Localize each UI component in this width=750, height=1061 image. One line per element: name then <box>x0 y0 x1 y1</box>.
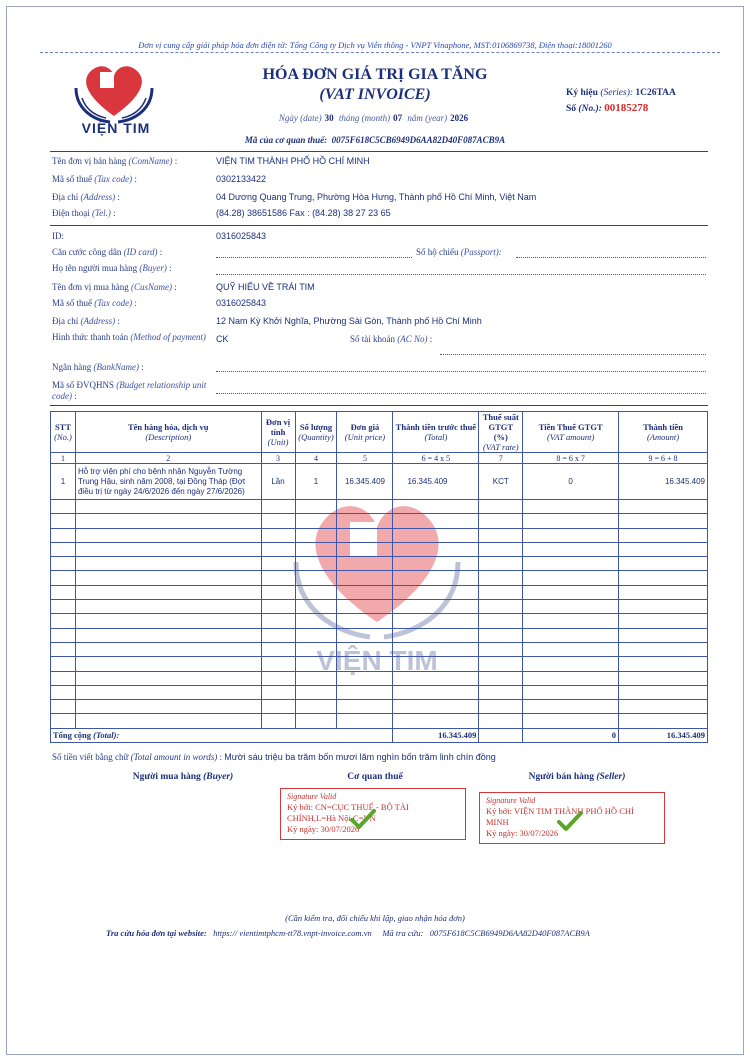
table-row <box>51 585 708 599</box>
empty-cell <box>75 628 261 642</box>
item-vat-amount: 0 <box>523 464 619 500</box>
empty-cell <box>523 500 619 514</box>
provider-note: Đơn vị cung cấp giải pháp hóa đơn điện tử: Tổng Công ty Dịch vụ Viễn thông - VNPT Vinaphone, MST:0106869738, Điện thoại:18001260 <box>138 40 612 50</box>
empty-cell <box>337 585 393 599</box>
buyer-id-label: ID: <box>52 231 64 241</box>
budget-field <box>216 393 706 394</box>
table-row <box>51 600 708 614</box>
buyer-id: 0316025843 <box>216 231 267 241</box>
buyer-address-label: Địa chỉ (Address) : <box>52 316 120 326</box>
empty-cell <box>51 557 76 571</box>
empty-cell <box>51 514 76 528</box>
empty-cell <box>261 600 295 614</box>
empty-cell <box>295 585 337 599</box>
empty-cell <box>51 714 76 728</box>
column-header: Thành tiền (Amount) <box>619 412 708 453</box>
empty-cell <box>479 542 523 556</box>
invoice-subtitle: (VAT INVOICE) <box>319 86 431 103</box>
index-cell: 9 = 6 + 8 <box>619 453 708 464</box>
empty-cell <box>295 642 337 656</box>
index-cell: 4 <box>295 453 337 464</box>
empty-cell <box>337 514 393 528</box>
empty-cell <box>51 528 76 542</box>
total-amount: 16.345.409 <box>619 728 708 742</box>
blank-rows <box>51 500 708 729</box>
item-amount: 16.345.409 <box>619 464 708 500</box>
empty-cell <box>479 685 523 699</box>
divider <box>50 151 708 152</box>
index-cell: 2 <box>75 453 261 464</box>
empty-cell <box>295 671 337 685</box>
empty-cell <box>619 600 708 614</box>
empty-cell <box>75 700 261 714</box>
divider <box>50 225 708 226</box>
table-row <box>51 628 708 642</box>
empty-cell <box>393 571 479 585</box>
account-label: Số tài khoản (AC No) : <box>350 334 433 344</box>
empty-cell <box>523 557 619 571</box>
table-row <box>51 714 708 728</box>
checkmark-icon <box>557 810 583 832</box>
empty-cell <box>523 657 619 671</box>
empty-cell <box>523 642 619 656</box>
empty-cell <box>51 700 76 714</box>
signature-date: Ký ngày: 30/07/2026 <box>486 828 559 838</box>
empty-cell <box>479 571 523 585</box>
logo-text: VIỆN TIM <box>81 120 151 136</box>
empty-cell <box>523 585 619 599</box>
total-before-tax: 16.345.409 <box>393 728 479 742</box>
empty-cell <box>75 585 261 599</box>
empty-cell <box>75 557 261 571</box>
invoice-series: Ký hiệu (Series): 1C26TAA <box>566 88 676 98</box>
empty-cell <box>479 585 523 599</box>
item-unit-price: 16.345.409 <box>337 464 393 500</box>
signature-status: Signature Valid <box>486 796 536 805</box>
payment-label: Hình thức thanh toán (Method of payment) <box>52 332 206 342</box>
empty-cell <box>51 600 76 614</box>
seller-phone-label: Điện thoại (Tel.) : <box>52 208 116 218</box>
empty-cell <box>393 642 479 656</box>
table-row <box>51 528 708 542</box>
empty-cell <box>393 500 479 514</box>
empty-cell <box>393 700 479 714</box>
empty-cell <box>261 514 295 528</box>
amount-in-words: Số tiền viết bằng chữ (Total amount in words) : Mười sáu triệu ba trăm bốn mươi lăm nghìn bốn trăm linh chín đồng <box>52 752 496 762</box>
empty-cell <box>619 685 708 699</box>
passport-label: Số hộ chiếu (Passport): <box>416 247 502 257</box>
empty-cell <box>295 557 337 571</box>
empty-cell <box>261 585 295 599</box>
empty-cell <box>261 700 295 714</box>
empty-cell <box>479 700 523 714</box>
empty-cell <box>337 614 393 628</box>
empty-cell <box>523 671 619 685</box>
empty-cell <box>337 528 393 542</box>
empty-cell <box>619 500 708 514</box>
empty-cell <box>479 514 523 528</box>
empty-cell <box>51 671 76 685</box>
empty-cell <box>75 714 261 728</box>
empty-cell <box>523 514 619 528</box>
empty-cell <box>619 557 708 571</box>
item-total: 16.345.409 <box>393 464 479 500</box>
empty-cell <box>393 514 479 528</box>
tax-signature-label: Cơ quan thuế <box>347 772 403 782</box>
empty-cell <box>479 614 523 628</box>
bank-field <box>216 371 706 372</box>
cusname-label: Tên đơn vị mua hàng (CusName) : <box>52 282 177 292</box>
empty-cell <box>75 542 261 556</box>
watermark-text: VIỆN TIM <box>316 645 438 676</box>
empty-cell <box>479 714 523 728</box>
empty-cell <box>619 614 708 628</box>
table-row <box>51 671 708 685</box>
empty-cell <box>337 571 393 585</box>
index-cell: 6 = 4 x 5 <box>393 453 479 464</box>
empty-cell <box>295 700 337 714</box>
empty-cell <box>337 557 393 571</box>
empty-cell <box>393 600 479 614</box>
empty-cell <box>393 557 479 571</box>
lookup-url[interactable]: https:// vientimtphcm-tt78.vnpt-invoice.com.vn <box>213 928 372 938</box>
empty-cell <box>393 614 479 628</box>
total-vat-rate-cell <box>479 728 523 742</box>
empty-cell <box>337 500 393 514</box>
index-cell: 5 <box>337 453 393 464</box>
empty-cell <box>619 571 708 585</box>
seller-phone: (84.28) 38651586 Fax : (84.28) 38 27 23 65 <box>216 208 391 218</box>
empty-cell <box>619 585 708 599</box>
empty-cell <box>51 542 76 556</box>
table-row <box>51 700 708 714</box>
empty-cell <box>337 714 393 728</box>
empty-cell <box>619 542 708 556</box>
empty-cell <box>261 557 295 571</box>
empty-cell <box>51 500 76 514</box>
signature-status: Signature Valid <box>287 792 337 801</box>
empty-cell <box>295 614 337 628</box>
empty-cell <box>523 628 619 642</box>
empty-cell <box>75 528 261 542</box>
empty-cell <box>523 528 619 542</box>
empty-cell <box>393 528 479 542</box>
invoice-date: Ngày (date) 30 tháng (month) 07 năm (year) 2026 <box>278 113 469 123</box>
empty-cell <box>479 642 523 656</box>
empty-cell <box>295 628 337 642</box>
seller-name: VIỆN TIM THÀNH PHỐ HỒ CHÍ MINH <box>216 156 370 166</box>
empty-cell <box>75 571 261 585</box>
empty-cell <box>295 600 337 614</box>
empty-cell <box>337 657 393 671</box>
bank-label: Ngân hàng (BankName) : <box>52 362 144 372</box>
total-label: Tổng cộng (Total): <box>51 728 393 742</box>
column-header: Tiền Thuế GTGT (VAT amount) <box>523 412 619 453</box>
empty-cell <box>261 628 295 642</box>
empty-cell <box>337 628 393 642</box>
empty-cell <box>393 585 479 599</box>
footer-note: (Cần kiểm tra, đối chiếu khi lập, giao nhận hóa đơn) <box>285 913 465 923</box>
empty-cell <box>261 542 295 556</box>
empty-cell <box>393 657 479 671</box>
empty-cell <box>51 657 76 671</box>
seller-tax: 0302133422 <box>216 174 267 184</box>
footer-lookup: Tra cứu hóa đơn tại website: https:// vientimtphcm-tt78.vnpt-invoice.com.vn Mã tra cứu: 0075F618C5CB6949D6AA82D40F087ACB9A <box>106 928 590 938</box>
empty-cell <box>51 571 76 585</box>
cusname: QUỸ HIỂU VỀ TRÁI TIM <box>216 282 315 292</box>
table-row <box>51 657 708 671</box>
empty-cell <box>619 657 708 671</box>
empty-cell <box>523 600 619 614</box>
table-row <box>51 642 708 656</box>
signature-signer: Ký bởi: VIỆN TIM THÀNH PHỐ HỒ CHÍ MINH <box>486 806 634 827</box>
empty-cell <box>619 671 708 685</box>
checkmark-icon <box>350 808 376 830</box>
column-header: Đơn vị tính (Unit) <box>261 412 295 453</box>
empty-cell <box>295 500 337 514</box>
empty-cell <box>261 685 295 699</box>
empty-cell <box>619 628 708 642</box>
empty-cell <box>337 642 393 656</box>
empty-cell <box>51 585 76 599</box>
column-header: Đơn giá (Unit price) <box>337 412 393 453</box>
empty-cell <box>295 685 337 699</box>
seller-address: 04 Dương Quang Trung, Phường Hòa Hưng, Thành phố Hồ Chí Minh, Việt Nam <box>216 192 537 202</box>
column-index-row <box>51 453 708 464</box>
empty-cell <box>261 571 295 585</box>
buyer-idcard-label: Căn cước công dân (ID card) : <box>52 247 163 257</box>
empty-cell <box>295 571 337 585</box>
empty-cell <box>75 671 261 685</box>
table-row <box>51 500 708 514</box>
empty-cell <box>337 685 393 699</box>
column-header: Thuế suất GTGT (%) (VAT rate) <box>479 412 523 453</box>
divider <box>50 405 708 406</box>
items-table <box>50 411 708 743</box>
empty-cell <box>523 714 619 728</box>
table-row <box>51 542 708 556</box>
empty-cell <box>75 642 261 656</box>
empty-cell <box>337 700 393 714</box>
index-cell: 3 <box>261 453 295 464</box>
signature-signer: Ký bởi: CN=CỤC THUẾ - BỘ TÀI CHÍNH,L=Hà Nội,C=VN <box>287 802 409 823</box>
buyer-name-label: Họ tên người mua hàng (Buyer) : <box>52 263 172 273</box>
table-row <box>51 614 708 628</box>
empty-cell <box>337 600 393 614</box>
idcard-field <box>216 257 412 258</box>
empty-cell <box>337 542 393 556</box>
empty-cell <box>479 557 523 571</box>
seller-address-label: Địa chỉ (Address) : <box>52 192 120 202</box>
signature-date: Ký ngày: 30/07/2026 <box>287 824 360 834</box>
item-unit: Lần <box>261 464 295 500</box>
empty-cell <box>75 657 261 671</box>
empty-cell <box>393 628 479 642</box>
tax-authority-code: Mã của cơ quan thuế: 0075F618C5CB6949D6AA82D40F087ACB9A <box>244 135 506 145</box>
empty-cell <box>75 500 261 514</box>
empty-cell <box>619 642 708 656</box>
empty-cell <box>619 714 708 728</box>
total-vat: 0 <box>523 728 619 742</box>
empty-cell <box>393 685 479 699</box>
empty-cell <box>523 685 619 699</box>
empty-cell <box>295 714 337 728</box>
empty-cell <box>261 657 295 671</box>
total-row <box>51 728 708 742</box>
empty-cell <box>75 614 261 628</box>
buyer-tax: 0316025843 <box>216 298 267 308</box>
seller-signature-label: Người bán hàng (Seller) <box>528 772 626 782</box>
empty-cell <box>393 671 479 685</box>
invoice-number: Số (No.): 00185278 <box>566 102 649 114</box>
payment-method: CK <box>216 334 229 344</box>
empty-cell <box>479 657 523 671</box>
empty-cell <box>523 614 619 628</box>
empty-cell <box>619 528 708 542</box>
seller-tax-label: Mã số thuế (Tax code) : <box>52 174 137 184</box>
passport-field <box>516 257 706 258</box>
empty-cell <box>261 500 295 514</box>
empty-cell <box>261 614 295 628</box>
index-cell: 7 <box>479 453 523 464</box>
empty-cell <box>479 671 523 685</box>
empty-cell <box>261 671 295 685</box>
empty-cell <box>523 571 619 585</box>
empty-cell <box>295 542 337 556</box>
buyer-name-field <box>216 274 706 275</box>
empty-cell <box>337 671 393 685</box>
table-row <box>51 557 708 571</box>
empty-cell <box>295 657 337 671</box>
empty-cell <box>261 714 295 728</box>
column-header: Số lượng (Quantity) <box>295 412 337 453</box>
empty-cell <box>295 528 337 542</box>
table-row <box>51 685 708 699</box>
buyer-signature-label: Người mua hàng (Buyer) <box>132 772 234 782</box>
empty-cell <box>393 542 479 556</box>
empty-cell <box>619 514 708 528</box>
account-field <box>440 354 706 355</box>
table-row <box>51 464 708 500</box>
provider-divider <box>40 52 720 53</box>
empty-cell <box>479 528 523 542</box>
empty-cell <box>51 628 76 642</box>
buyer-address: 12 Nam Kỳ Khởi Nghĩa, Phường Sài Gòn, Thành phố Hồ Chí Minh <box>216 316 482 326</box>
empty-cell <box>393 714 479 728</box>
empty-cell <box>75 600 261 614</box>
empty-cell <box>261 642 295 656</box>
empty-cell <box>523 700 619 714</box>
item-quantity: 1 <box>295 464 337 500</box>
table-row <box>51 571 708 585</box>
column-header: STT (No.) <box>51 412 76 453</box>
item-no: 1 <box>51 464 76 500</box>
index-cell: 8 = 6 x 7 <box>523 453 619 464</box>
column-header: Thành tiền trước thuế (Total) <box>393 412 479 453</box>
empty-cell <box>479 628 523 642</box>
empty-cell <box>619 700 708 714</box>
empty-cell <box>261 528 295 542</box>
buyer-tax-label: Mã số thuế (Tax code) : <box>52 298 137 308</box>
empty-cell <box>75 514 261 528</box>
empty-cell <box>479 500 523 514</box>
empty-cell <box>523 542 619 556</box>
empty-cell <box>479 600 523 614</box>
item-vat-rate: KCT <box>479 464 523 500</box>
empty-cell <box>51 685 76 699</box>
index-cell: 1 <box>51 453 76 464</box>
invoice-title: HÓA ĐƠN GIÁ TRỊ GIA TĂNG <box>262 66 488 83</box>
column-header: Tên hàng hóa, dịch vụ (Description) <box>75 412 261 453</box>
empty-cell <box>51 642 76 656</box>
empty-cell <box>75 685 261 699</box>
table-row <box>51 514 708 528</box>
empty-cell <box>51 614 76 628</box>
seller-name-label: Tên đơn vị bán hàng (ComName) : <box>52 156 178 166</box>
table-header-row <box>51 412 708 453</box>
budget-label: Mã số ĐVQHNS (Budget relationship unit code) : <box>52 380 207 401</box>
empty-cell <box>295 514 337 528</box>
item-description: Hỗ trợ viện phí cho bệnh nhân Nguyễn Tường Trung Hậu, sinh năm 2008, tại Đồng Tháp (Đợt điều trị từ ngày 24/6/2026 đến ngày 27/6/2026) <box>75 464 261 500</box>
